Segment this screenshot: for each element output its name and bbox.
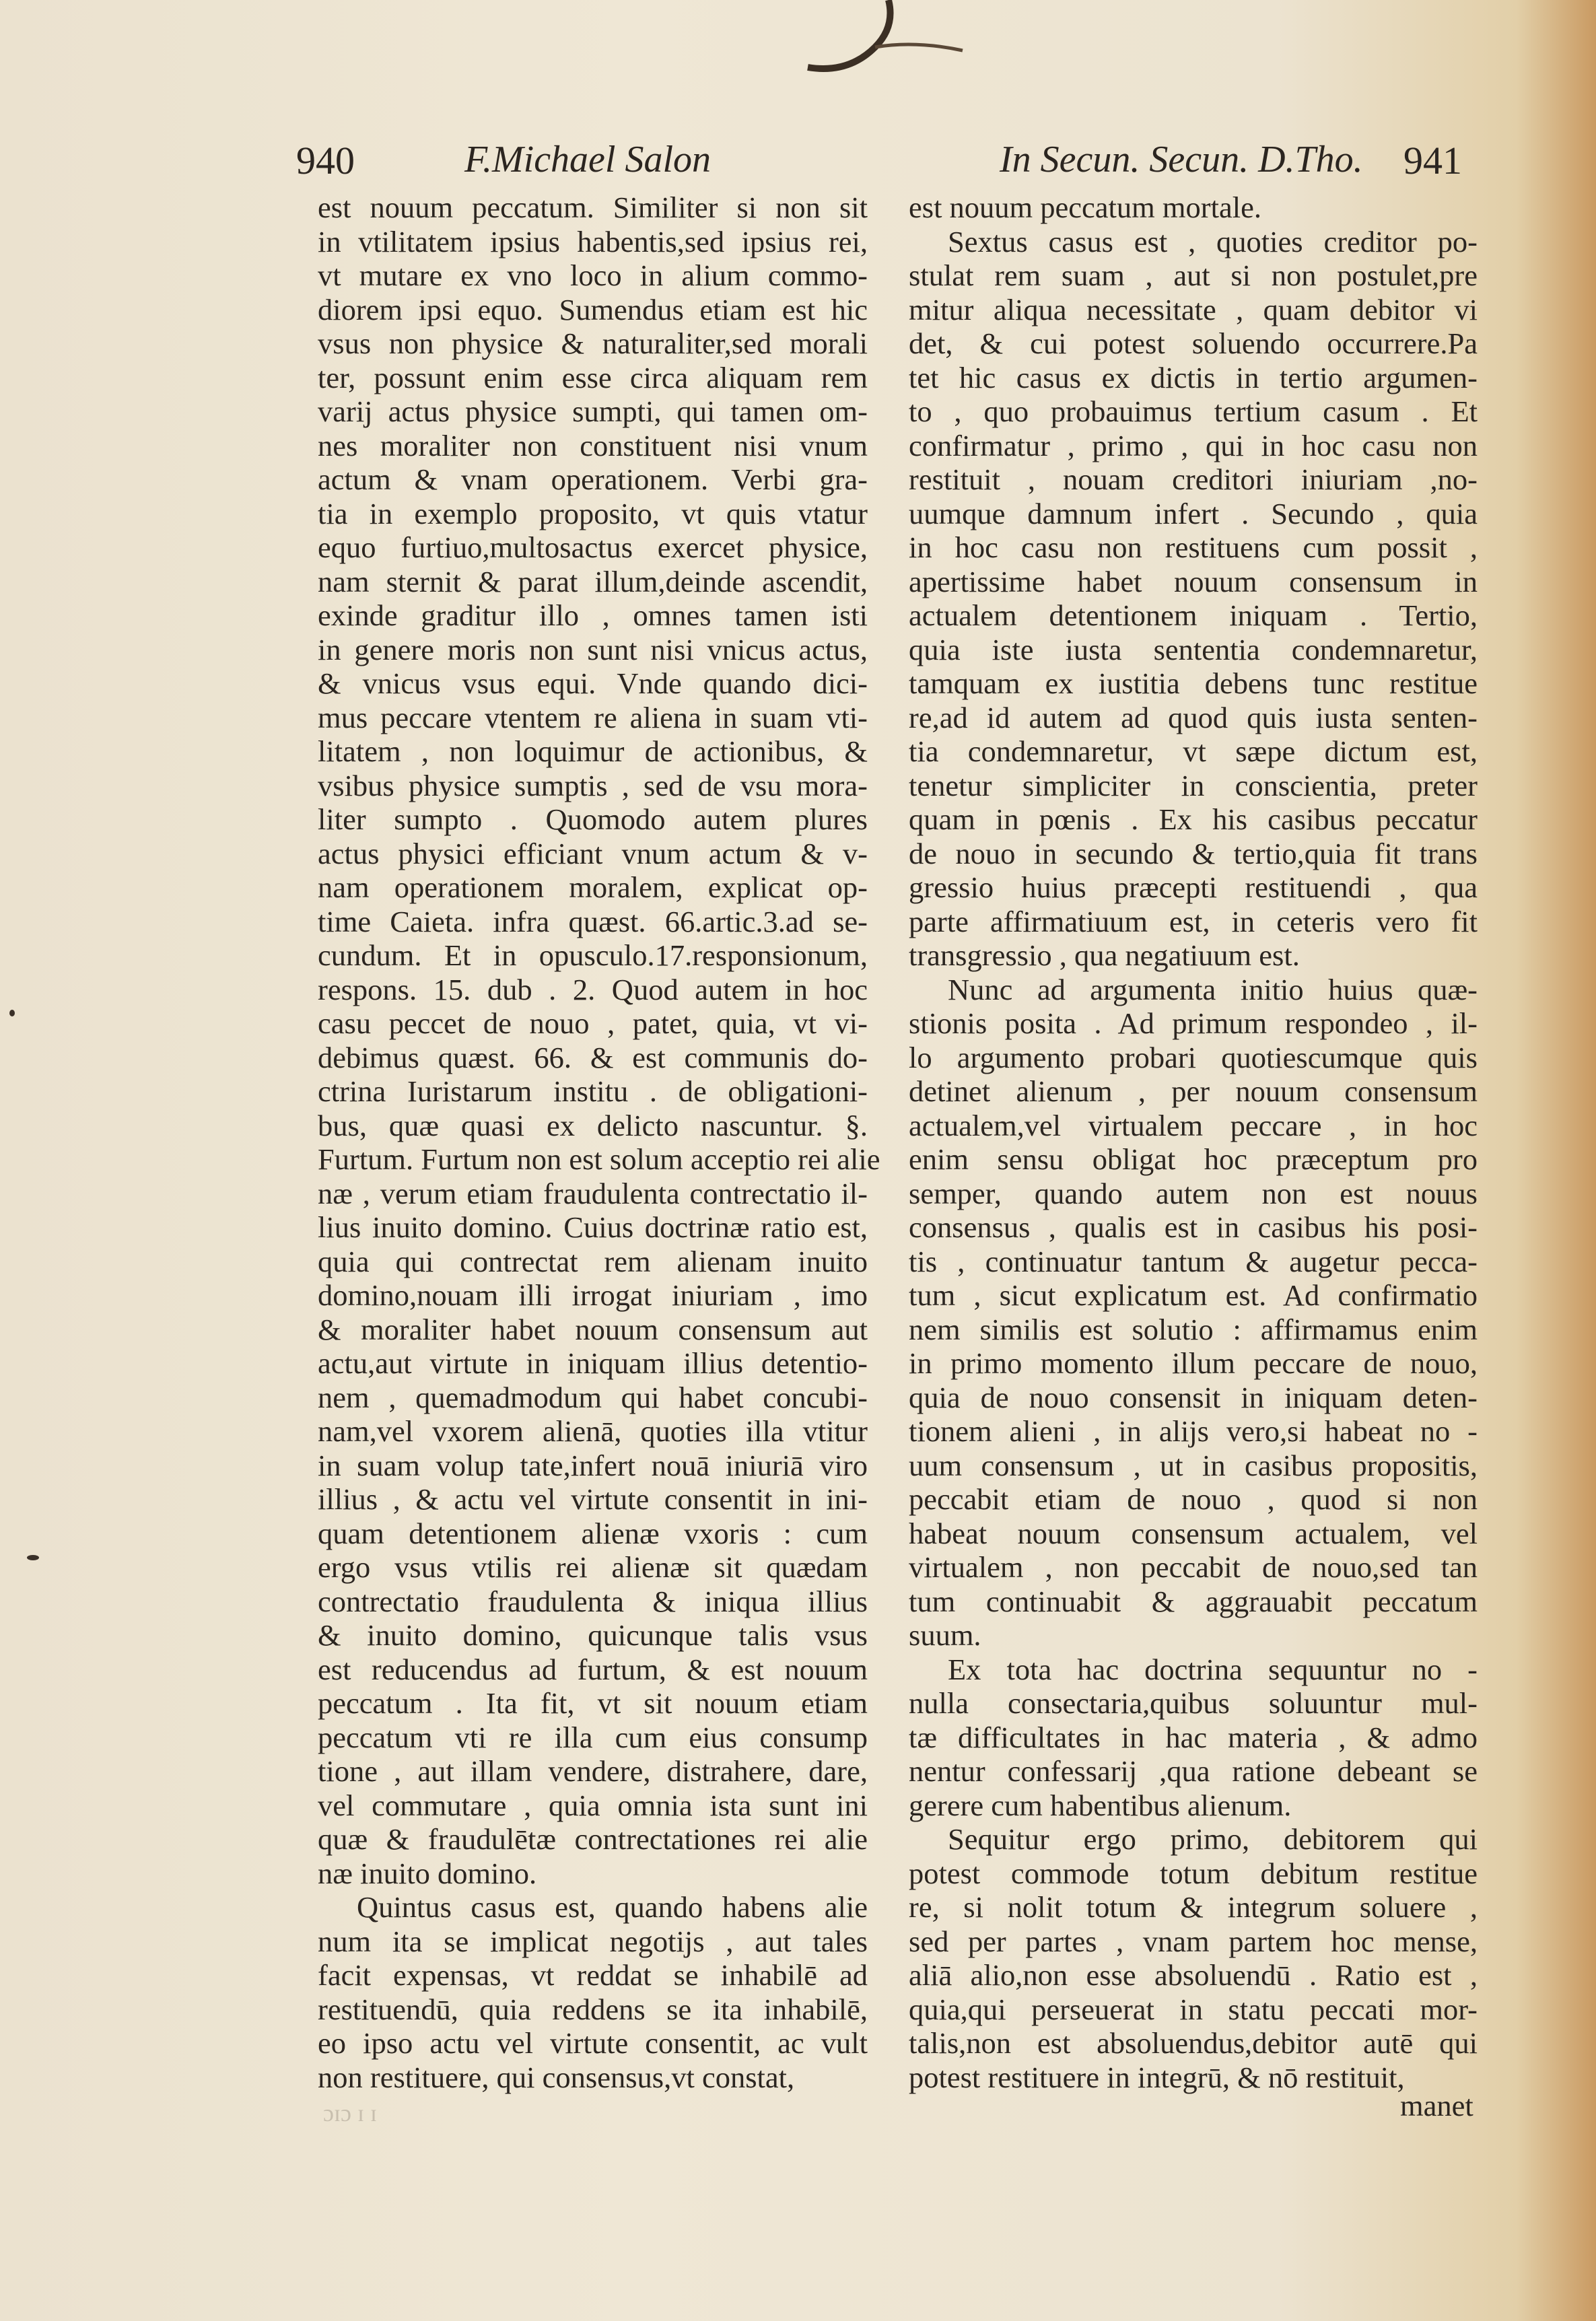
right-page-number: 941 (1403, 139, 1462, 182)
text-line: peccatum vti re illa cum eius consump (318, 1720, 868, 1754)
text-line: respons. 15. dub . 2. Quod autem in hoc (318, 972, 868, 1006)
text-line: domino,nouam illi irrogat iniuriam , imo (318, 1278, 868, 1312)
text-line: tia condemnaretur, vt sæpe dictum est, (909, 734, 1478, 768)
text-line: nes moraliter non constituent nisi vnum (318, 428, 868, 462)
text-line: tum , sicut explicatum est. Ad confirmatio (909, 1278, 1478, 1312)
text-line: liter sumpto . Quomodo autem plures (318, 802, 868, 836)
text-line: tione , aut illam vendere, distrahere, dare, (318, 1754, 868, 1788)
text-line: eo ipso actu vel virtute consentit, ac vult (318, 2026, 868, 2060)
text-line: in genere moris non sunt nisi vnicus actus, (318, 632, 868, 666)
text-line: talis,non est absoluendus,debitor autē qui (909, 2026, 1478, 2060)
text-line: enim sensu obligat hoc præceptum pro (909, 1142, 1478, 1176)
text-line: quia,qui perseuerat in statu peccati mor- (909, 1992, 1478, 2026)
text-line: in primo momento illum peccare de nouo, (909, 1346, 1478, 1380)
text-line: tet hic casus ex dictis in tertio argumen- (909, 360, 1478, 394)
text-line: nem similis est solutio : affirmamus enim (909, 1312, 1478, 1346)
text-line: est nouum peccatum mortale. (909, 190, 1261, 224)
text-line: næ inuito domino. (318, 1856, 537, 1890)
text-line: tamquam ex iustitia debens tunc restitue (909, 666, 1478, 700)
text-line: apertissime habet nouum consensum in (909, 564, 1478, 598)
text-line: quam in pœnis . Ex his casibus peccatur (909, 802, 1478, 836)
text-line: in suam volup tate,infert nouā iniuriā viro (318, 1448, 868, 1482)
text-line: actualem detentionem iniquam . Tertio, (909, 598, 1478, 632)
text-line: Nunc ad argumenta initio huius quæ- (948, 972, 1478, 1006)
text-line: suum. (909, 1618, 981, 1652)
text-line: næ , verum etiam fraudulenta contrectatio il- (318, 1176, 868, 1210)
left-page-number: 940 (296, 139, 355, 182)
text-line: casu peccet de nouo , patet, quia, vt vi- (318, 1006, 868, 1040)
text-line: debimus quæst. 66. & est communis do- (318, 1040, 868, 1074)
text-line: in vtilitatem ipsius habentis,sed ipsius rei, (318, 224, 868, 258)
text-line: quia qui contrectat rem alienam inuito (318, 1244, 868, 1278)
thread-mark (794, 0, 969, 81)
text-line: detinet alienum , per nouum consensum (909, 1074, 1478, 1108)
text-line: vsibus physice sumptis , sed de vsu mora- (318, 768, 868, 802)
text-line: non restituere, qui consensus,vt constat, (318, 2060, 795, 2094)
text-line: varij actus physice sumpti, qui tamen om- (318, 394, 868, 428)
left-text-column (318, 190, 880, 2143)
text-line: peccabit etiam de nouo , quod si non (909, 1482, 1478, 1516)
left-running-head: F.Michael Salon (464, 139, 712, 180)
ink-spot (27, 1555, 39, 1560)
text-line: semper, quando autem non est nouus (909, 1176, 1478, 1210)
text-line: tis , continuatur tantum & augetur pecca- (909, 1244, 1478, 1278)
text-line: vel commutare , quia omnia ista sunt ini (318, 1788, 868, 1822)
text-line: quam detentionem alienæ vxoris : cum (318, 1516, 868, 1550)
text-line: nentur confessarij ,qua ratione debeant se (909, 1754, 1478, 1788)
text-line: mus peccare vtentem re aliena in suam vti- (318, 700, 868, 734)
text-line: cundum. Et in opusculo.17.responsionum, (318, 938, 868, 972)
text-line: nam,vel vxorem alienā, quoties illa vtitur (318, 1414, 868, 1448)
text-line: facit expensas, vt reddat se inhabilē ad (318, 1958, 868, 1992)
text-line: consensus , qualis est in casibus his posi- (909, 1210, 1478, 1244)
text-line: equo furtiuo,multosactus exercet physice, (318, 530, 868, 564)
text-line: tenetur simpliciter in conscientia, preter (909, 768, 1478, 802)
text-line: re, si nolit totum & integrum soluere , (909, 1890, 1478, 1924)
text-line: lo argumento probari quotiescumque quis (909, 1040, 1478, 1074)
text-line: confirmatur , primo , qui in hoc casu non (909, 428, 1478, 462)
text-line: restituendū, quia reddens se ita inhabilē, (318, 1992, 868, 2026)
text-line: uum consensum , ut in casibus propositis, (909, 1448, 1478, 1482)
text-line: tia in exemplo proposito, vt quis vtatur (318, 496, 868, 530)
text-line: mitur aliqua necessitate , quam debitor vi (909, 292, 1478, 326)
text-line: actu,aut virtute in iniquam illius detentio- (318, 1346, 868, 1380)
text-line: lius inuito domino. Cuius doctrinæ ratio est, (318, 1210, 868, 1244)
text-line: ter, possunt enim esse circa aliquam rem (318, 360, 868, 394)
text-line: in hoc casu non restituens cum possit , (909, 530, 1478, 564)
text-line: stulat rem suam , aut si non postulet,pre (909, 258, 1478, 292)
text-line: to , quo probauimus tertium casum . Et (909, 394, 1478, 428)
text-line: peccatum . Ita fit, vt sit nouum etiam (318, 1686, 868, 1720)
text-line: potest commode totum debitum restitue (909, 1856, 1478, 1890)
running-header (0, 138, 1596, 192)
text-line: potest restituere in integrū, & nō restituit, (909, 2060, 1405, 2094)
text-line: ctrina Iuristarum institu . de obligationi- (318, 1074, 868, 1108)
text-line: Sextus casus est , quoties creditor po- (948, 224, 1478, 258)
text-line: sed per partes , vnam partem hoc mense, (909, 1924, 1478, 1958)
text-line: nem , quemadmodum qui habet concubi- (318, 1380, 868, 1414)
bleed-through-text: ɔɪɔ ɪ ɪ (323, 2100, 377, 2126)
text-line: stionis posita . Ad primum respondeo , il- (909, 1006, 1478, 1040)
text-line: num ita se implicat negotijs , aut tales (318, 1924, 868, 1958)
text-line: & vnicus vsus equi. Vnde quando dici- (318, 666, 868, 700)
text-line: nam operationem moralem, explicat op- (318, 870, 868, 904)
text-line: Sequitur ergo primo, debitorem qui (948, 1822, 1478, 1856)
text-line: & inuito domino, quicunque talis vsus (318, 1618, 868, 1652)
text-line: re,ad id autem ad quod quis iusta senten- (909, 700, 1478, 734)
text-line: gressio huius præcepti restituendi , qua (909, 870, 1478, 904)
right-running-head: In Secun. Secun. D.Tho. (1000, 139, 1363, 180)
text-line: tionem alieni , in alijs vero,si habeat no - (909, 1414, 1478, 1448)
text-line: actum & vnam operationem. Verbi gra- (318, 462, 868, 496)
text-line: est reducendus ad furtum, & est nouum (318, 1652, 868, 1686)
text-line: quia de nouo consensit in iniquam deten- (909, 1380, 1478, 1414)
text-line: actualem,vel virtualem peccare , in hoc (909, 1108, 1478, 1142)
text-line: habeat nouum consensum actualem, vel (909, 1516, 1478, 1550)
text-line: virtualem , non peccabit de nouo,sed tan (909, 1550, 1478, 1584)
text-line: time Caieta. infra quæst. 66.artic.3.ad se- (318, 904, 868, 938)
text-line: Furtum. Furtum non est solum acceptio rei alie (318, 1142, 880, 1176)
text-line: litatem , non loquimur de actionibus, & (318, 734, 868, 768)
text-line: parte affirmatiuum est, in ceteris vero fit (909, 904, 1478, 938)
text-line: de nouo in secundo & tertio,quia fit trans (909, 836, 1478, 870)
text-line: exinde graditur illo , omnes tamen isti (318, 598, 868, 632)
text-line: vt mutare ex vno loco in alium commo- (318, 258, 868, 292)
text-line: quia iste iusta sententia condemnaretur, (909, 632, 1478, 666)
text-line: nam sternit & parat illum,deinde ascendit, (318, 564, 868, 598)
text-line: actus physici efficiant vnum actum & v- (318, 836, 868, 870)
text-line: illius , & actu vel virtute consentit in ini- (318, 1482, 868, 1516)
text-line: tæ difficultates in hac materia , & admo (909, 1720, 1478, 1754)
text-line: aliā alio,non esse absoluendū . Ratio est , (909, 1958, 1478, 1992)
text-line: diorem ipsi equo. Sumendus etiam est hic (318, 292, 868, 326)
text-line: contrectatio fraudulenta & iniqua illius (318, 1584, 868, 1618)
right-text-column (909, 190, 1478, 2143)
text-line: gerere cum habentibus alienum. (909, 1788, 1292, 1822)
text-line: tum continuabit & aggrauabit peccatum (909, 1584, 1478, 1618)
text-line: est nouum peccatum. Similiter si non sit (318, 190, 868, 224)
text-line: nulla consectaria,quibus soluuntur mul- (909, 1686, 1478, 1720)
text-line: uumque damnum infert . Secundo , quia (909, 496, 1478, 530)
text-line: & moraliter habet nouum consensum aut (318, 1312, 868, 1346)
text-line: Quintus casus est, quando habens alie (357, 1890, 868, 1924)
text-line: quæ & fraudulētæ contrectationes rei alie (318, 1822, 868, 1856)
ink-spot (9, 1010, 15, 1016)
text-line: restituit , nouam creditori iniuriam ,no- (909, 462, 1478, 496)
catchword: manet (1400, 2089, 1473, 2122)
text-line: ergo vsus vtilis rei alienæ sit quædam (318, 1550, 868, 1584)
text-line: det, & cui potest soluendo occurrere.Pa (909, 326, 1478, 360)
text-line: transgressio , qua negatiuum est. (909, 938, 1300, 972)
text-line: bus, quæ quasi ex delicto nascuntur. §. (318, 1108, 868, 1142)
text-line: vsus non physice & naturaliter,sed morali (318, 326, 868, 360)
text-line: Ex tota hac doctrina sequuntur no - (948, 1652, 1478, 1686)
